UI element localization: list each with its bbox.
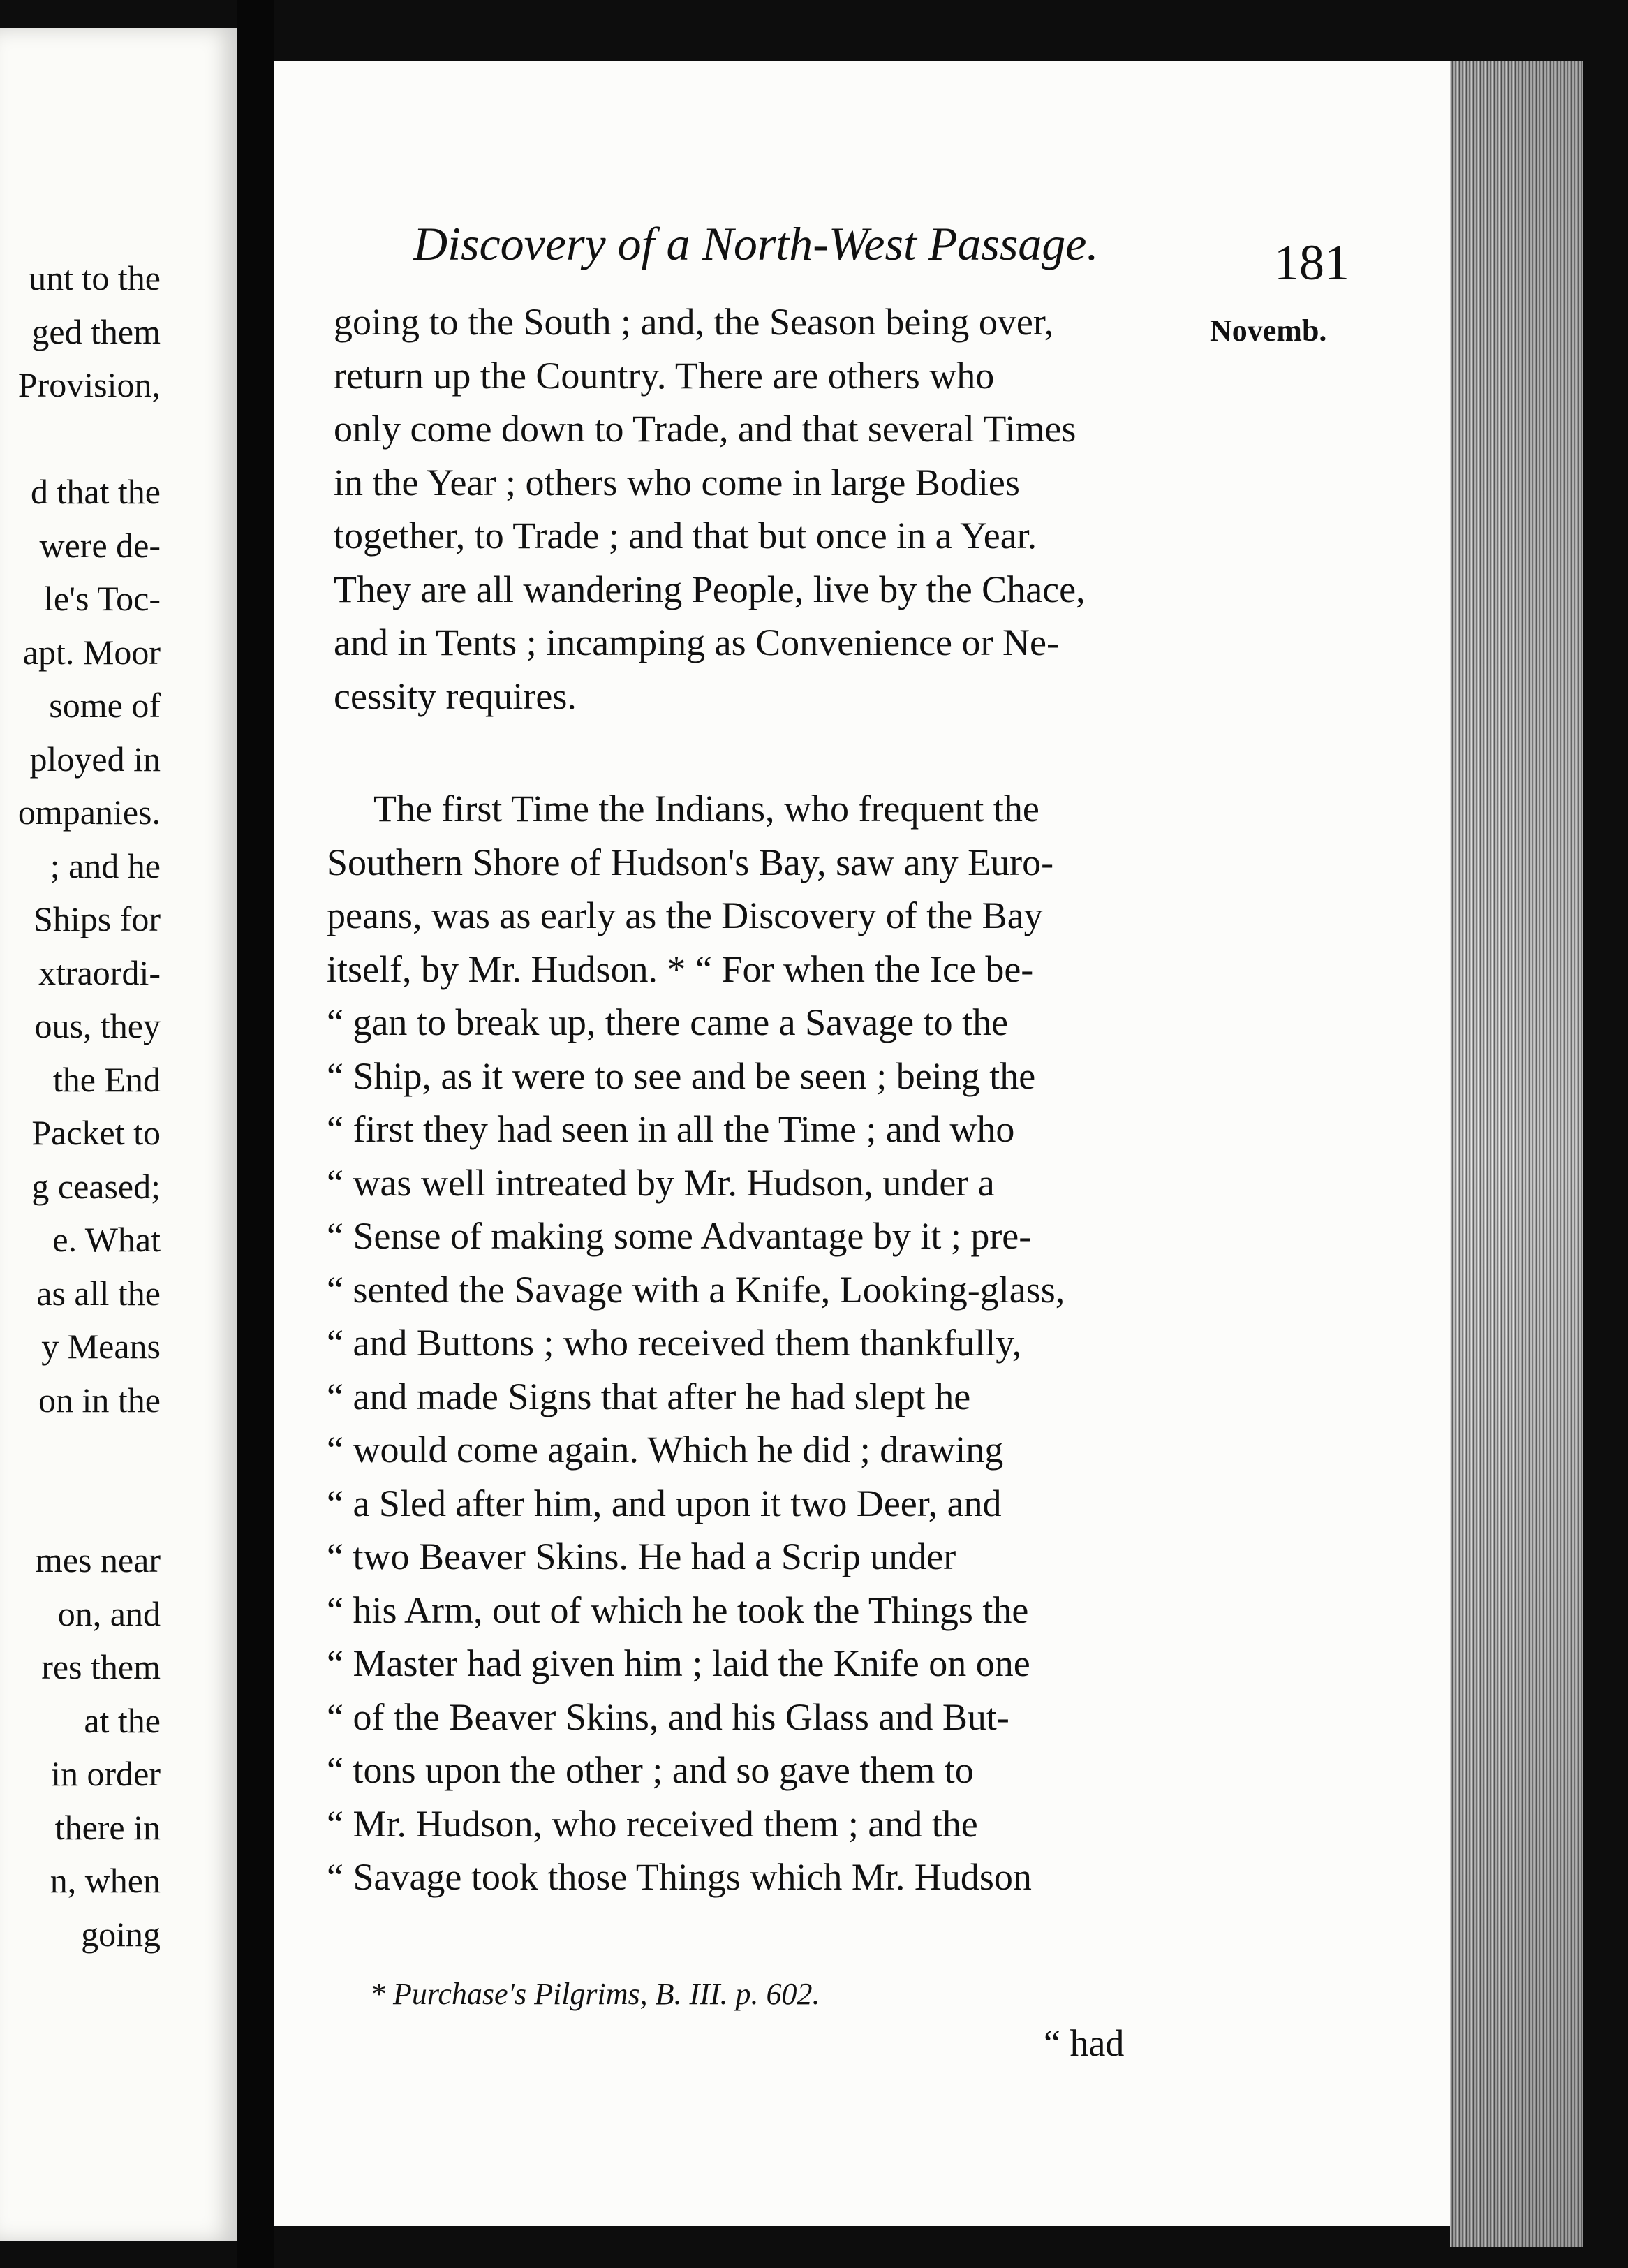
text-line: “ was well intreated by Mr. Hudson, under a bbox=[327, 1161, 995, 1204]
text-line: “ Savage took those Things which Mr. Hudson bbox=[327, 1856, 1032, 1898]
text-line: “ tons upon the other ; and so gave them to bbox=[327, 1749, 974, 1791]
text-line: “ Sense of making some Advantage by it ; pre- bbox=[327, 1215, 1032, 1257]
left-page-line: res them bbox=[41, 1647, 161, 1686]
text-line: only come down to Trade, and that several Times bbox=[334, 408, 1076, 450]
text-line: “ Mr. Hudson, who received them ; and the bbox=[327, 1802, 978, 1845]
text-line: “ Ship, as it were to see and be seen ; being the bbox=[327, 1054, 1036, 1097]
text-line: in the Year ; others who come in large Bodies bbox=[334, 461, 1020, 503]
left-page-line: y Means bbox=[41, 1327, 161, 1366]
text-line: and in Tents ; incamping as Convenience or Ne- bbox=[334, 621, 1059, 663]
left-page-line: going bbox=[81, 1914, 161, 1954]
left-page-line: there in bbox=[54, 1807, 161, 1847]
left-page-line: Packet to bbox=[31, 1113, 161, 1152]
left-page-line: d that the bbox=[30, 472, 161, 511]
footnote: * Purchase's Pilgrims, B. III. p. 602. bbox=[370, 1977, 820, 2011]
text-line: “ a Sled after him, and upon it two Deer, and bbox=[327, 1482, 1002, 1524]
text-line: peans, was as early as the Discovery of the Bay bbox=[327, 894, 1043, 936]
left-page-line: n, when bbox=[50, 1861, 161, 1900]
left-page-line: le's Toc- bbox=[43, 579, 161, 618]
left-page-line: on in the bbox=[38, 1380, 161, 1420]
left-page-line: ged them bbox=[31, 311, 161, 351]
text-line: “ and made Signs that after he had slept he bbox=[327, 1375, 971, 1418]
text-line: Southern Shore of Hudson's Bay, saw any Euro- bbox=[327, 841, 1054, 883]
left-page-line: Ships for bbox=[34, 899, 161, 938]
left-page-line: ; and he bbox=[50, 846, 161, 885]
left-page-line: ompanies. bbox=[17, 793, 161, 832]
text-line: itself, by Mr. Hudson. * “ For when the Ice be- bbox=[327, 948, 1034, 990]
text-line: “ two Beaver Skins. He had a Scrip under bbox=[327, 1536, 956, 1577]
left-facing-page bbox=[0, 28, 237, 2241]
left-page-line: xtraordi- bbox=[38, 952, 161, 992]
left-page-line: e. What bbox=[52, 1220, 161, 1259]
text-line: “ gan to break up, there came a Savage to the bbox=[327, 1001, 1009, 1043]
text-line: cessity requires. bbox=[334, 675, 577, 717]
text-line: The first Time the Indians, who frequent the bbox=[373, 788, 1039, 830]
text-line: “ his Arm, out of which he took the Things the bbox=[327, 1589, 1029, 1631]
left-page-line: as all the bbox=[36, 1273, 161, 1313]
left-page-line: ployed in bbox=[29, 739, 161, 779]
text-line: going to the South ; and, the Season being over, bbox=[334, 301, 1054, 343]
text-line: “ would come again. Which he did ; drawing bbox=[327, 1429, 1004, 1471]
left-page-line: at the bbox=[84, 1700, 161, 1740]
text-line: “ Master had given him ; laid the Knife on one bbox=[327, 1642, 1030, 1684]
left-page-line: mes near bbox=[35, 1540, 161, 1580]
left-page-line: g ceased; bbox=[31, 1166, 161, 1206]
text-line: “ and Buttons ; who received them thankfully, bbox=[327, 1322, 1022, 1364]
left-page-line: on, and bbox=[57, 1593, 161, 1633]
text-line: “ first they had seen in all the Time ; and who bbox=[327, 1108, 1015, 1150]
margin-note: Novemb. bbox=[1210, 314, 1327, 348]
left-page-line: in order bbox=[51, 1754, 161, 1793]
left-page-line: unt to the bbox=[29, 258, 161, 297]
left-page-line: were de- bbox=[39, 525, 161, 565]
text-line: “ sented the Savage with a Knife, Looking-glass, bbox=[327, 1268, 1065, 1311]
catchword: “ had bbox=[1044, 2022, 1125, 2064]
book-gutter bbox=[237, 0, 274, 2268]
left-page-line: the End bbox=[52, 1059, 161, 1099]
running-head: Discovery of a North-West Passage. bbox=[413, 217, 1099, 270]
text-line: together, to Trade ; and that but once in a Year. bbox=[334, 515, 1037, 557]
text-line: They are all wandering People, live by the Chace, bbox=[334, 568, 1086, 610]
left-page-line: apt. Moor bbox=[22, 632, 161, 672]
text-line: return up the Country. There are others who bbox=[334, 354, 995, 397]
left-page-line: ous, they bbox=[34, 1006, 161, 1045]
page-number: 181 bbox=[1274, 235, 1349, 290]
left-page-line: Provision, bbox=[17, 365, 161, 404]
page-edges bbox=[1450, 61, 1583, 2247]
text-line: “ of the Beaver Skins, and his Glass and But- bbox=[327, 1695, 1009, 1738]
left-page-line: some of bbox=[49, 686, 161, 725]
